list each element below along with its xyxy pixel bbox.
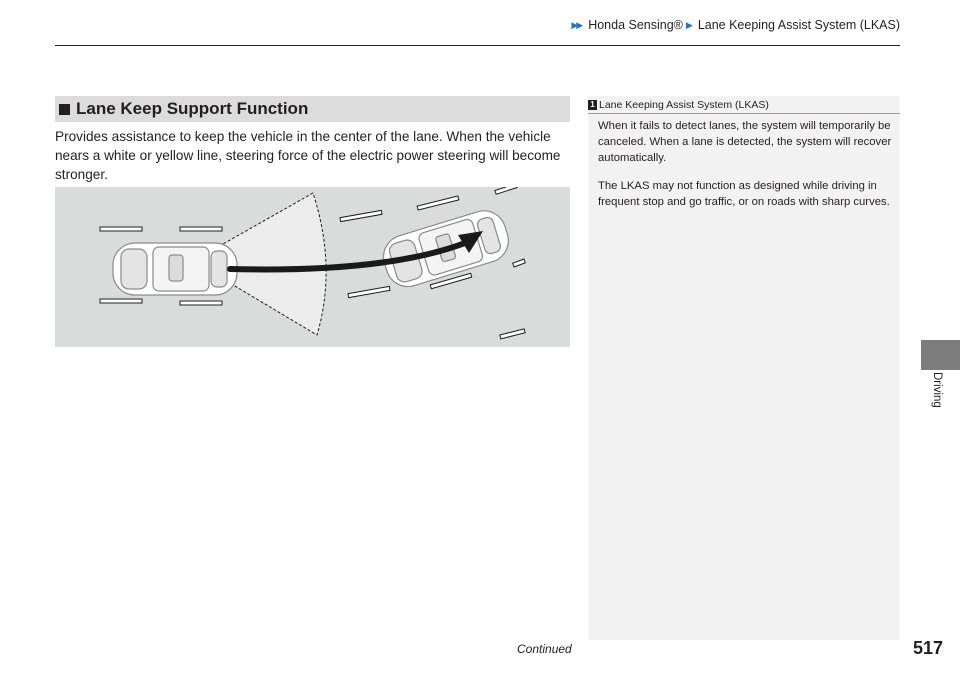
note-title: Lane Keeping Assist System (LKAS): [599, 98, 769, 111]
chevron-right-icon: ▶▶: [571, 19, 582, 30]
continued-label: Continued: [517, 642, 572, 656]
note-header: [588, 96, 900, 114]
page-number: 517: [913, 638, 944, 658]
chevron-right-icon: ▶: [685, 19, 691, 30]
lane-mark: [100, 299, 142, 303]
lane-keep-illustration: [55, 187, 570, 347]
chapter-tab: [921, 340, 960, 370]
reference-icon: 1: [588, 100, 597, 110]
side-note: [588, 96, 900, 640]
section-title: Lane Keep Support Function: [76, 99, 309, 118]
chapter-label: Driving: [931, 372, 943, 408]
lane-mark: [180, 301, 222, 305]
lane-mark: [100, 227, 142, 231]
section-header: [55, 96, 570, 122]
header-divider: [55, 45, 900, 46]
breadcrumb-item: Honda Sensing®: [588, 18, 683, 32]
lane-mark: [180, 227, 222, 231]
note-paragraph: When it fails to detect lanes, the system will temporarily be canceled. When a lane is detected, the system will recover automatically.: [598, 120, 892, 164]
vehicle-current: [113, 243, 237, 295]
square-bullet-icon: [59, 104, 70, 115]
section-body: Provides assistance to keep the vehicle in the center of the lane. When the vehicle nears a white or yellow line, steering force of the electric power steering will become stronger.: [55, 129, 561, 182]
breadcrumb-item: Lane Keeping Assist System (LKAS): [697, 18, 900, 32]
note-body: [598, 118, 893, 222]
breadcrumb: [571, 18, 900, 32]
note-paragraph: The LKAS may not function as designed while driving in frequent stop and go traffic, or on roads with sharp curves.: [598, 180, 890, 208]
